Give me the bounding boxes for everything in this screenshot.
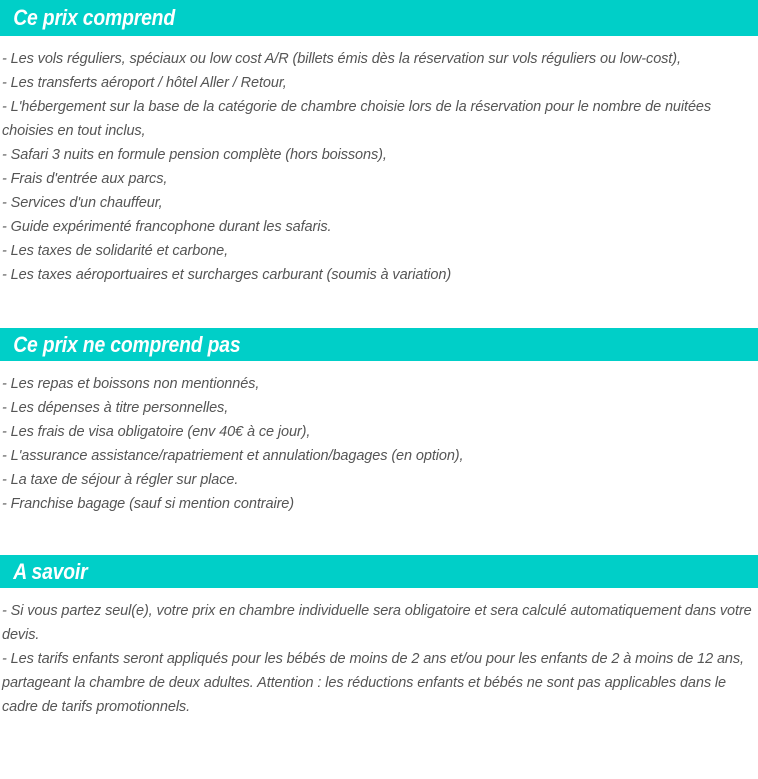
list-item: - L'hébergement sur la base de la catégorie de chambre choisie lors de la réservation pour le nombre de nuitées choisies en tout inclus, <box>2 99 712 139</box>
section-title: A savoir <box>13 558 88 584</box>
list-item: - Guide expérimenté francophone durant les safaris. <box>2 219 332 235</box>
section-ce-prix-ne-comprend-pas <box>0 328 758 516</box>
list-item: - Les tarifs enfants seront appliqués pour les bébés de moins de 2 ans et/ou pour les enfants de 2 à moins de 12 ans, partageant la chambre de deux adultes. Attention : les réductions enfants et bébés ne sont pas applicables dans le cadre de tarifs promotionnels. <box>2 651 744 715</box>
list-item: - Les transferts aéroport / hôtel Aller / Retour, <box>2 75 287 91</box>
list-item: - Franchise bagage (sauf si mention contraire) <box>2 496 294 512</box>
list-item: - Safari 3 nuits en formule pension complète (hors boissons), <box>2 147 387 163</box>
section-header-banner <box>0 328 758 361</box>
list-item: - L'assurance assistance/rapatriement et annulation/bagages (en option), <box>2 448 464 464</box>
section-title: Ce prix comprend <box>13 5 175 30</box>
section-body <box>0 36 758 287</box>
section-body <box>0 588 758 719</box>
section-header-banner <box>0 0 758 36</box>
section-a-savoir <box>0 555 758 719</box>
list-item: - La taxe de séjour à régler sur place. <box>2 472 239 488</box>
list-item: - Services d'un chauffeur, <box>2 195 163 211</box>
list-item: - Les repas et boissons non mentionnés, <box>2 376 260 392</box>
list-item: - Les taxes de solidarité et carbone, <box>2 243 229 259</box>
list-item: - Si vous partez seul(e), votre prix en chambre individuelle sera obligatoire et sera calculé automatiquement dans votre devis. <box>2 603 752 643</box>
list-item: - Les vols réguliers, spéciaux ou low cost A/R (billets émis dès la réservation sur vols réguliers ou low-cost), <box>2 51 681 67</box>
section-body <box>0 361 758 516</box>
list-item: - Les frais de visa obligatoire (env 40€ à ce jour), <box>2 424 311 440</box>
section-header-banner <box>0 555 758 588</box>
section-title: Ce prix ne comprend pas <box>13 331 241 357</box>
list-item: - Frais d'entrée aux parcs, <box>2 171 168 187</box>
section-ce-prix-comprend <box>0 0 758 287</box>
list-item: - Les taxes aéroportuaires et surcharges carburant (soumis à variation) <box>2 267 452 283</box>
list-item: - Les dépenses à titre personnelles, <box>2 400 229 416</box>
